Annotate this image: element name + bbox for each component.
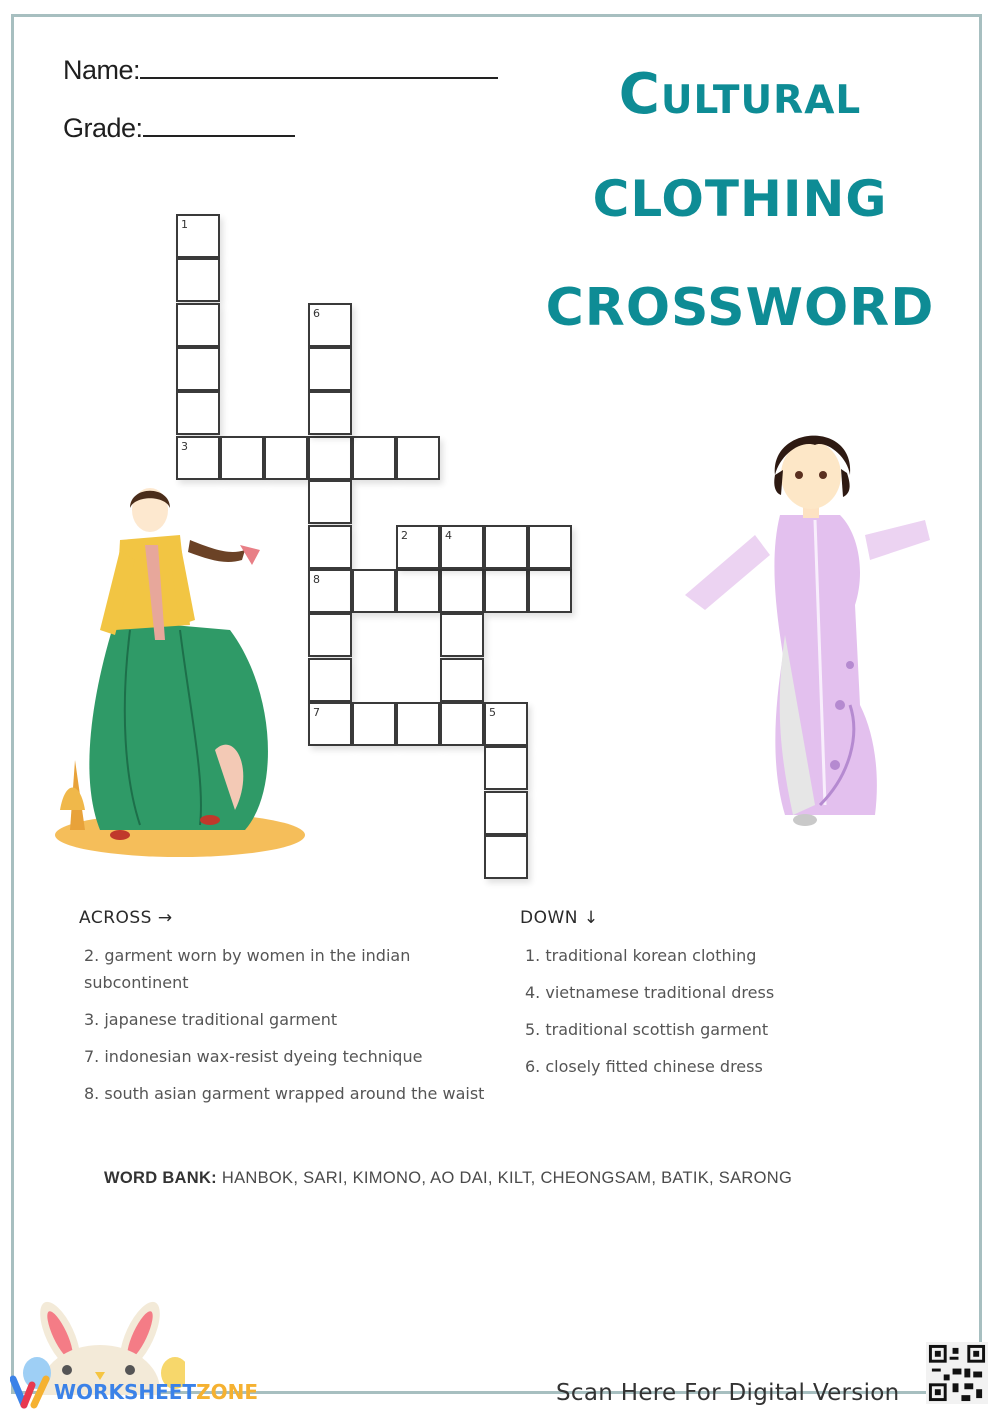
crossword-cell[interactable]	[220, 436, 264, 480]
crossword-cell[interactable]	[484, 569, 528, 613]
crossword-cell[interactable]	[308, 702, 352, 746]
crossword-cell[interactable]	[308, 391, 352, 435]
crossword-cell[interactable]	[352, 702, 396, 746]
crossword-cell[interactable]	[484, 791, 528, 835]
crossword-cell[interactable]	[396, 436, 440, 480]
down-clue: 4. vietnamese traditional dress	[525, 983, 775, 1002]
clue-number: 4	[445, 529, 452, 542]
crossword-cell[interactable]	[308, 480, 352, 524]
crossword-cell[interactable]	[484, 835, 528, 879]
grade-field[interactable]	[63, 113, 295, 144]
crossword-cell[interactable]	[264, 436, 308, 480]
crossword-cell[interactable]	[396, 569, 440, 613]
down-clue: 5. traditional scottish garment	[525, 1020, 769, 1039]
crossword-cell[interactable]	[308, 569, 352, 613]
down-clue: 6. closely fitted chinese dress	[525, 1057, 763, 1076]
crossword-cell[interactable]	[308, 525, 352, 569]
clue-number: 3	[181, 440, 188, 453]
crossword-cell[interactable]	[440, 525, 484, 569]
across-clue: 8. south asian garment wrapped around the waist	[84, 1084, 485, 1103]
title-line-2: CLOTHING	[592, 170, 888, 228]
name-label: Name:	[63, 55, 141, 85]
crossword-cell[interactable]	[176, 436, 220, 480]
clue-number: 8	[313, 573, 320, 586]
crossword-cell[interactable]	[176, 391, 220, 435]
title-line-3: CROSSWORD	[545, 278, 935, 338]
crossword-cell[interactable]	[308, 303, 352, 347]
across-heading: ACROSS →	[79, 908, 173, 928]
crossword-cell[interactable]	[440, 658, 484, 702]
down-heading: DOWN ↓	[520, 908, 599, 928]
clue-number: 1	[181, 218, 188, 231]
grade-label: Grade:	[63, 113, 143, 143]
crossword-cell[interactable]	[308, 613, 352, 657]
crossword-cell[interactable]	[440, 569, 484, 613]
crossword-cell[interactable]	[352, 436, 396, 480]
crossword-cell[interactable]	[396, 525, 440, 569]
down-clue: 1. traditional korean clothing	[525, 946, 757, 965]
hanbok-woman-illustration	[30, 480, 310, 870]
crossword-cell[interactable]	[396, 702, 440, 746]
title-line-1: Cultural	[618, 62, 862, 127]
crossword-cell[interactable]	[352, 569, 396, 613]
scan-here-text: Scan Here For Digital Version	[556, 1380, 900, 1406]
logo-text-worksheet: WORKSHEET	[54, 1380, 197, 1404]
crossword-cell[interactable]	[308, 347, 352, 391]
crossword-cell[interactable]	[484, 525, 528, 569]
across-clue: 2. garment worn by women in the indian subcontinent	[84, 946, 411, 992]
clue-number: 5	[489, 706, 496, 719]
crossword-cell[interactable]	[528, 525, 572, 569]
name-field[interactable]	[63, 55, 498, 86]
crossword-cell[interactable]	[176, 303, 220, 347]
ao-dai-woman-illustration	[675, 405, 945, 845]
word-bank-words: HANBOK, SARI, KIMONO, AO DAI, KILT, CHEONGSAM, BATIK, SARONG	[221, 1169, 793, 1187]
clue-number: 7	[313, 706, 320, 719]
crossword-cell[interactable]	[440, 702, 484, 746]
crossword-cell[interactable]	[528, 569, 572, 613]
word-bank-label: WORD BANK:	[104, 1169, 217, 1187]
crossword-cell[interactable]	[308, 436, 352, 480]
qr-code-icon[interactable]	[926, 1342, 988, 1404]
down-clues	[520, 908, 920, 1090]
word-bank	[104, 1169, 792, 1188]
worksheetzone-logo[interactable]	[10, 1375, 258, 1409]
logo-w-icon	[10, 1375, 54, 1409]
crossword-cell[interactable]	[176, 258, 220, 302]
crossword-cell[interactable]	[308, 658, 352, 702]
crossword-cell[interactable]	[484, 702, 528, 746]
crossword-cell[interactable]	[176, 214, 220, 258]
clue-number: 6	[313, 307, 320, 320]
across-clues	[79, 908, 489, 1117]
crossword-cell[interactable]	[484, 746, 528, 790]
across-clue: 7. indonesian wax-resist dyeing technique	[84, 1047, 423, 1066]
crossword-cell[interactable]	[176, 347, 220, 391]
name-line[interactable]	[140, 59, 498, 79]
logo-text-zone: ZONE	[196, 1380, 258, 1404]
across-clue: 3. japanese traditional garment	[84, 1010, 338, 1029]
grade-line[interactable]	[143, 117, 295, 137]
crossword-cell[interactable]	[440, 613, 484, 657]
clue-number: 2	[401, 529, 408, 542]
